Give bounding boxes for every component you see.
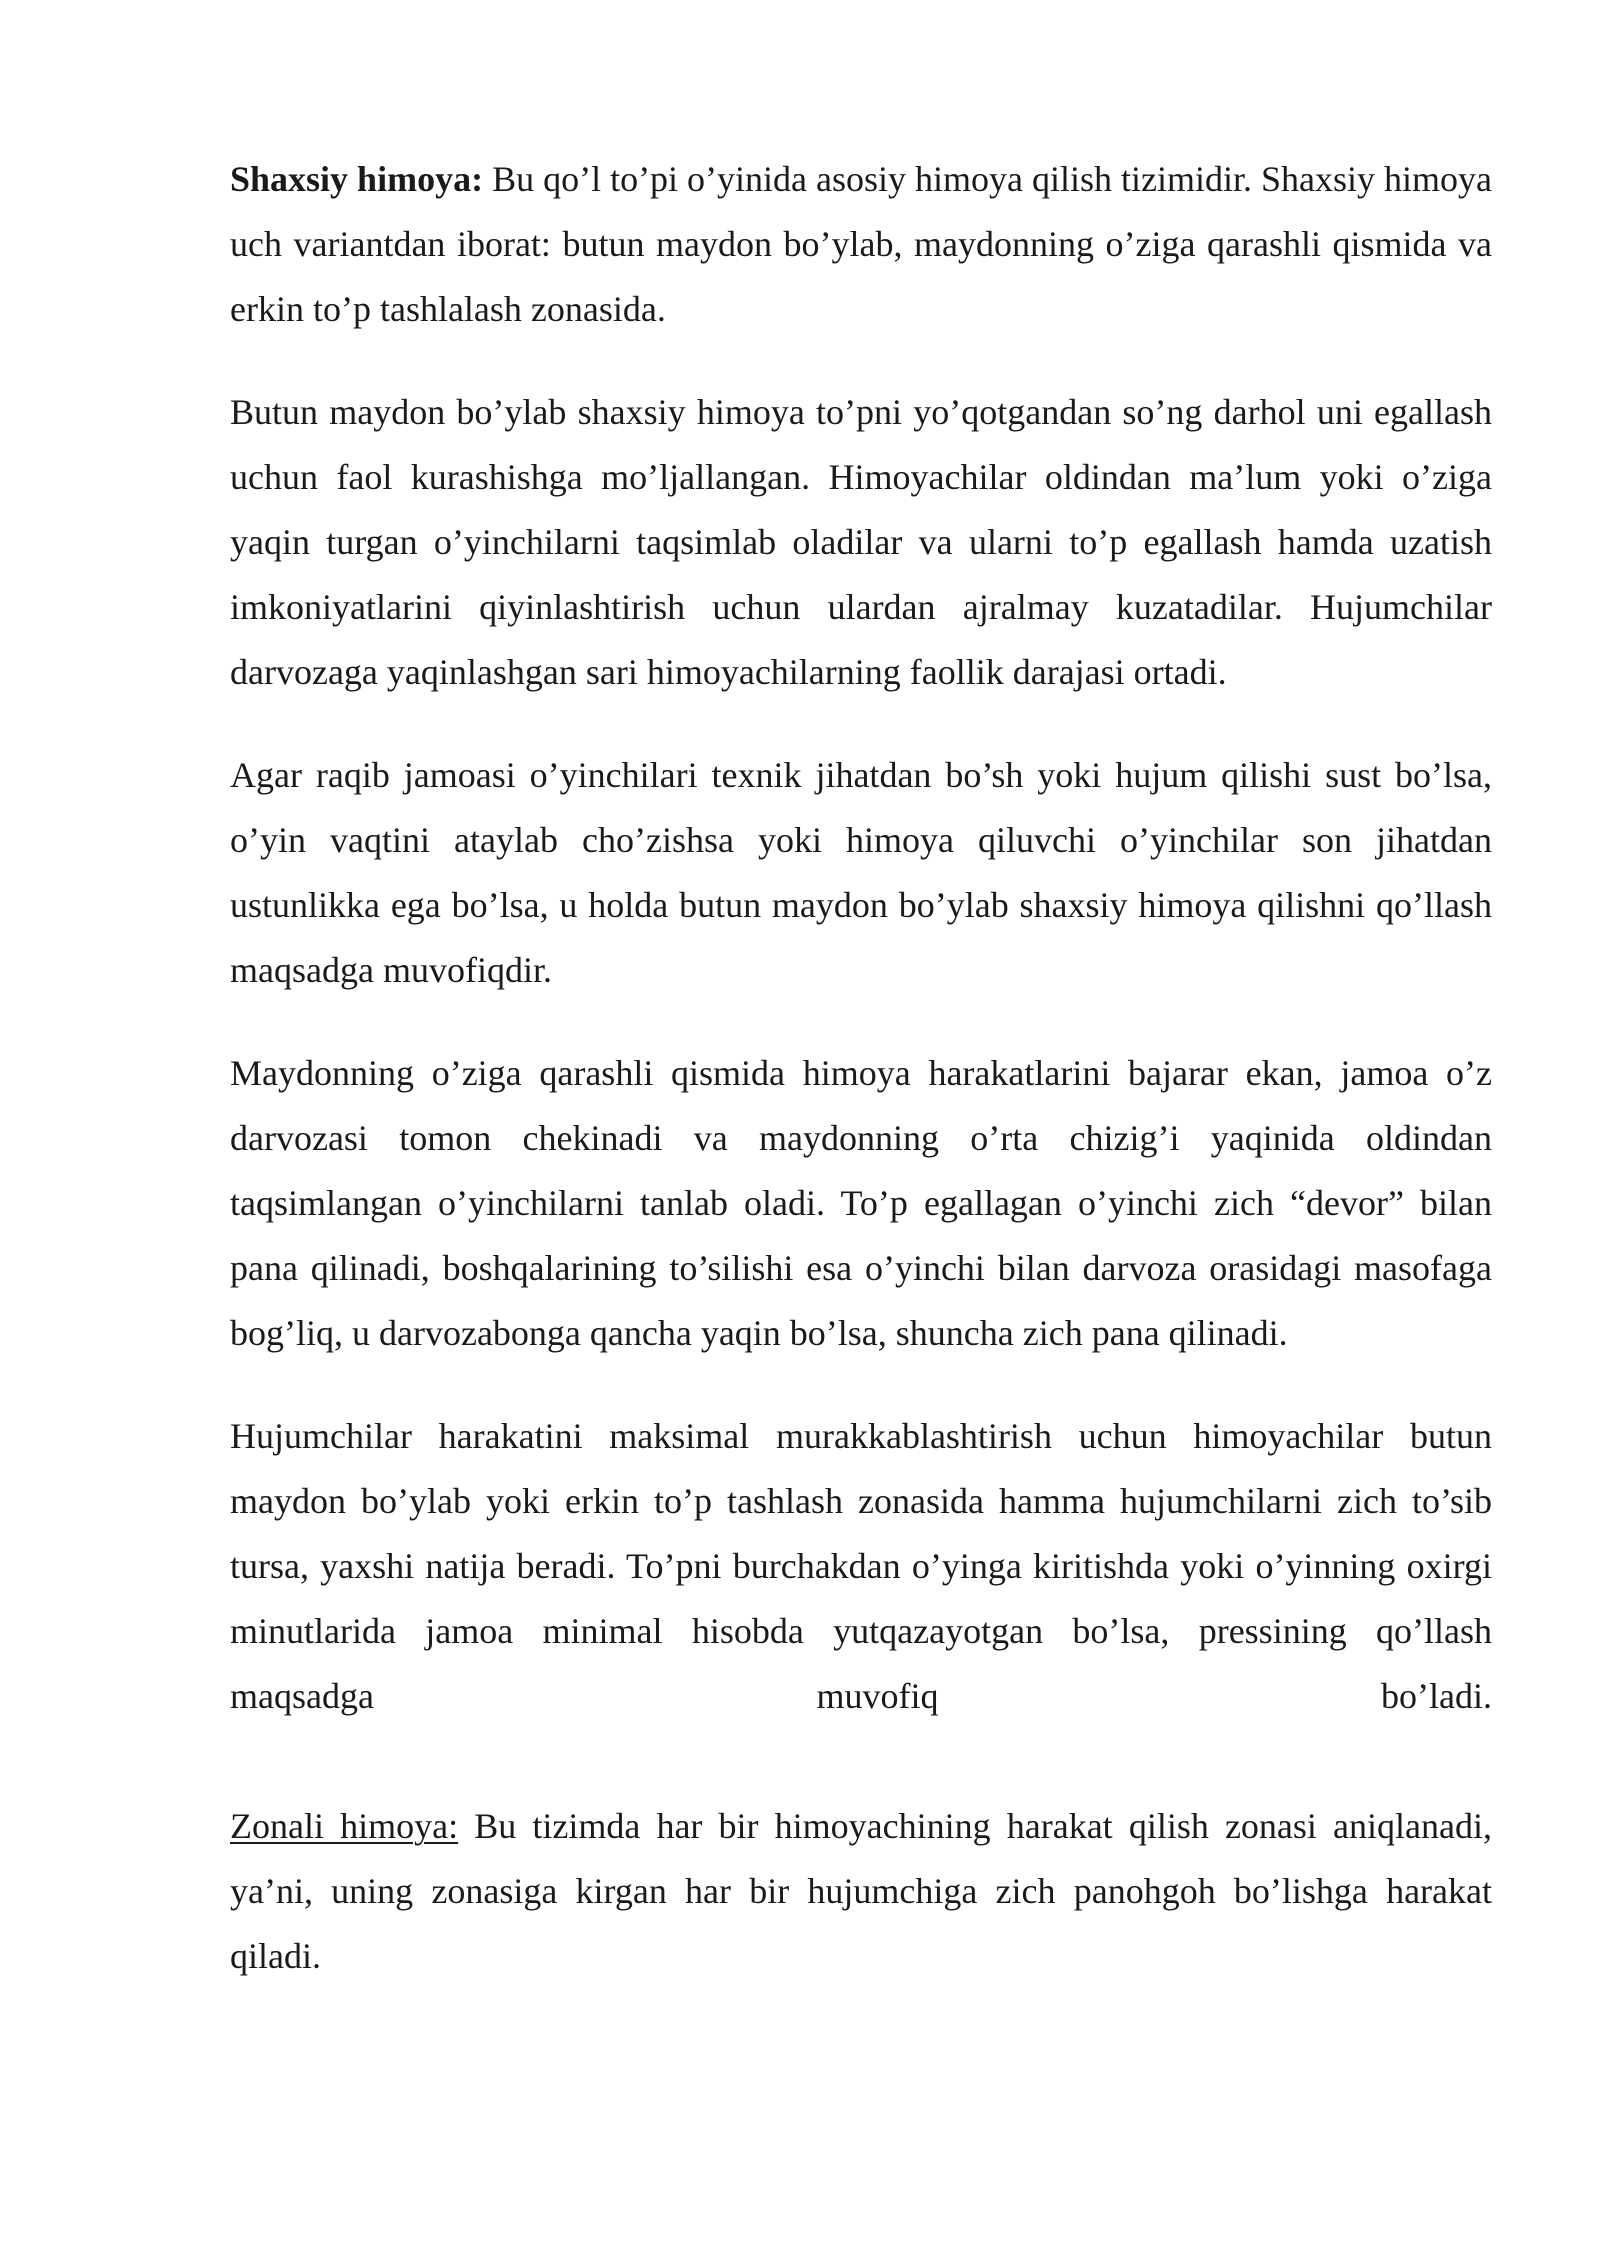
paragraph-text: Agar raqib jamoasi o’yinchilari texnik jihatdan bo’sh yoki hujum qilishi sust bo’lsa, o’yin vaqtini ataylab cho’zishsa yoki himoya qiluvchi o’yinchilar son jihatdan ustunlikka ega bo’lsa, u holda butun maydon bo’ylab shaxsiy himoya qilishni qo’llash maqsadga muvofiqdir. (230, 755, 1492, 990)
paragraph-when-to-use (230, 743, 1492, 1003)
paragraph-personal-defense (230, 147, 1492, 342)
paragraph-text: Hujumchilar harakatini maksimal murakkablashtirish uchun himoyachilar butun maydon bo’ylab yoki erkin to’p tashlash zonasida hamma hujumchilarni zich to’sib tursa, yaxshi natija beradi. To’pni burchakdan o’yinga kiritishda yoki o’yinning oxirgi minutlarida jamoa minimal hisobda yutqazayotgan bo’lsa, pressining qo’llash maqsadga muvofiq bo’ladi. (230, 1416, 1492, 1716)
paragraph-pressing (230, 1404, 1492, 1729)
paragraph-text: Bu tizimda har bir himoyachining harakat qilish zonasi aniqlanadi, ya’ni, uning zonasiga kirgan har bir hujumchiga zich panohgoh bo’lishga harakat qiladi. (230, 1806, 1492, 1976)
paragraph-text: Bu qo’l to’pi o’yinida asosiy himoya qilish tizimidir. Shaxsiy himoya uch variantdan iborat: butun maydon bo’ylab, maydonning o’ziga qarashli qismida va erkin to’p tashlalash zonasida. (230, 159, 1493, 329)
paragraph-half-court-defense (230, 1041, 1492, 1366)
paragraph-text: Butun maydon bo’ylab shaxsiy himoya to’pni yo’qotgandan so’ng darhol uni egallash uchun faol kurashishga mo’ljallangan. Himoyachilar oldindan ma’lum yoki o’ziga yaqin turgan o’yinchilarni taqsimlab oladilar va ularni to’p egallash hamda uzatish imkoniyatlarini qiyinlashtirish uchun ulardan ajralmay kuzatadilar. Hujumchilar darvozaga yaqinlashgan sari himoyachilarning faollik darajasi ortadi. (230, 392, 1492, 692)
document-page (230, 147, 1492, 2027)
paragraph-zone-defense (230, 1794, 1492, 1989)
paragraph-text: Maydonning o’ziga qarashli qismida himoya harakatlarini bajarar ekan, jamoa o’z darvozasi tomon chekinadi va maydonning o’rta chizig’i yaqinida oldindan taqsimlangan o’yinchilarni tanlab oladi. To’p egallagan o’yinchi zich “devor” bilan pana qilinadi, boshqalarining to’silishi esa o’yinchi bilan darvoza orasidagi masofaga bog’liq, u darvozabonga qancha yaqin bo’lsa, shuncha zich pana qilinadi. (230, 1053, 1492, 1353)
term-zone-defense: Zonali himoya: (230, 1806, 459, 1846)
paragraph-full-court-defense (230, 380, 1492, 705)
term-personal-defense: Shaxsiy himoya: (230, 159, 484, 199)
